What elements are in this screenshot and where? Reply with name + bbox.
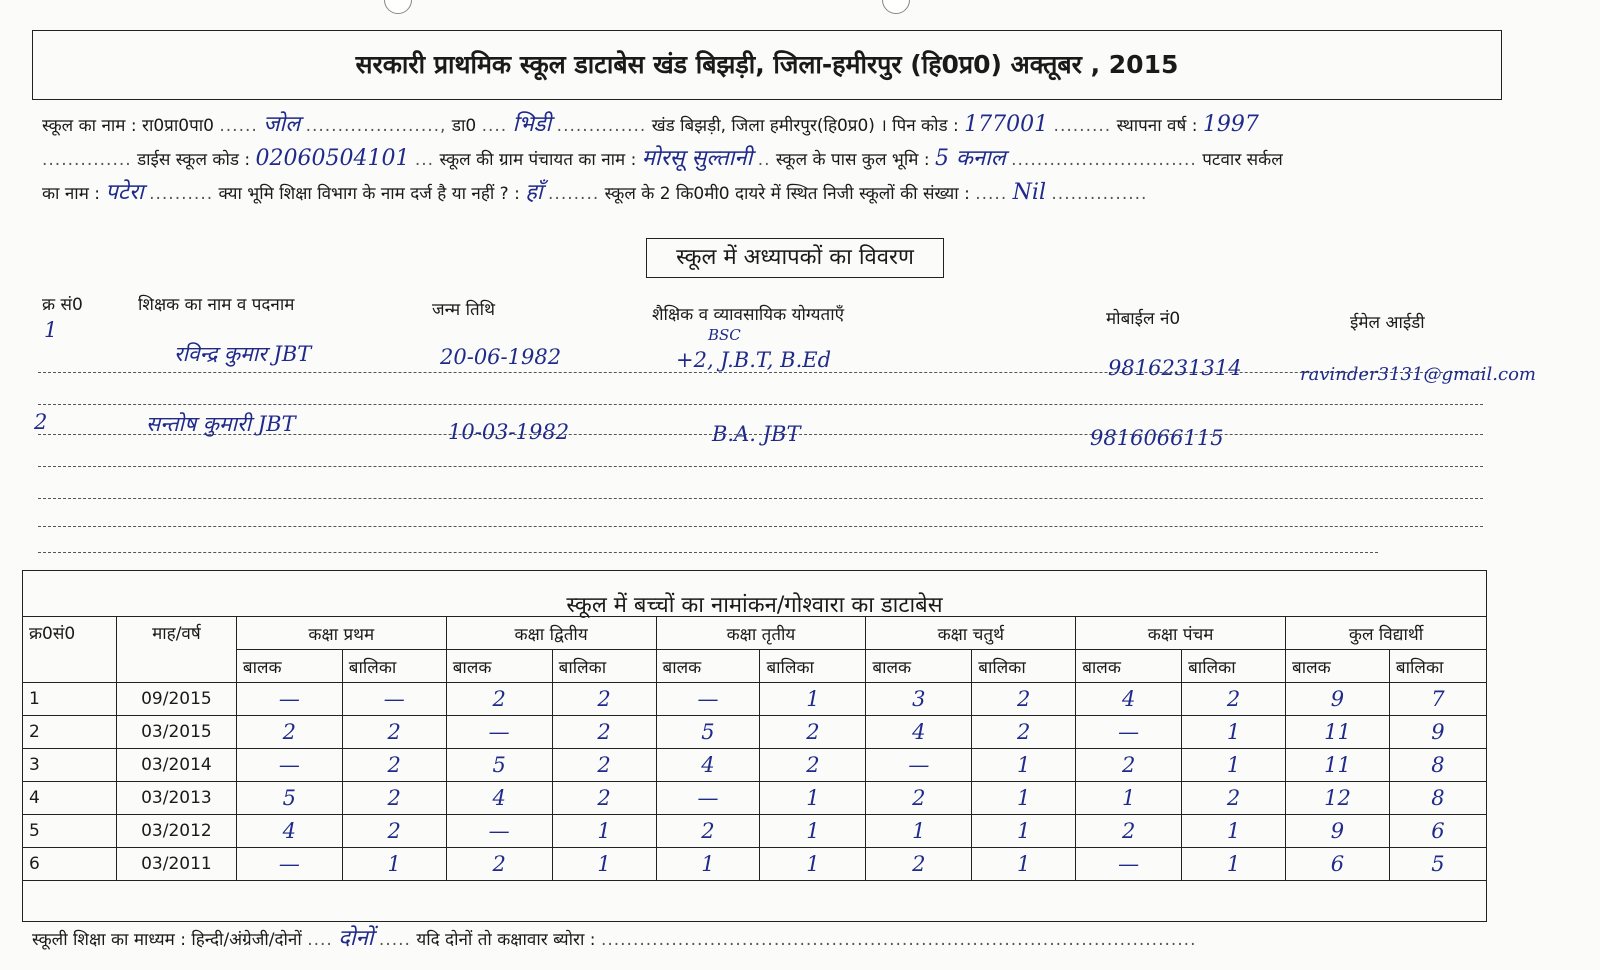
- boy-header: बालक: [866, 650, 972, 683]
- row-value: —: [446, 815, 552, 848]
- po-label: डा0: [451, 116, 477, 136]
- teacher-header-mobile: मोबाईल नं0: [1106, 309, 1181, 329]
- row-value: 2: [972, 716, 1076, 749]
- row-month: 09/2015: [116, 683, 236, 716]
- row-value: 11: [1286, 749, 1390, 782]
- po-value: भिडी: [512, 112, 552, 137]
- divider: [38, 404, 1483, 405]
- class-header-2: कक्षा द्वितीय: [446, 617, 656, 650]
- dise-value: 02060504101: [255, 146, 410, 171]
- boy-header: बालक: [656, 650, 760, 683]
- row-value: 1: [760, 782, 866, 815]
- row-value: 2: [972, 683, 1076, 716]
- class-header-3: कक्षा तृतीय: [656, 617, 866, 650]
- row-value: 2: [1182, 683, 1286, 716]
- teacher-row-1-sn: 1: [44, 318, 58, 342]
- row-value: 1: [866, 815, 972, 848]
- page-title: सरकारी प्राथमिक स्कूल डाटाबेस खंड बिझड़ी, जिला-हमीरपुर (हि0प्र0) अक्तूबर , 2015: [355, 50, 1179, 79]
- teacher-row-2-name: सन्तोष कुमारी JBT: [146, 412, 296, 436]
- land-value: 5 कनाल: [934, 146, 1006, 171]
- row-value: 5: [656, 716, 760, 749]
- table-row: [23, 683, 1487, 716]
- row-value: 2: [552, 749, 656, 782]
- row-value: 2: [552, 782, 656, 815]
- teacher-row-1-qual-above: BSC: [708, 326, 741, 344]
- teacher-header-qualification: शैक्षिक व व्यावसायिक योग्यताएँ: [652, 305, 845, 325]
- teacher-header-sn: क्र सं0: [42, 295, 83, 315]
- classwise-label: यदि दोनों तो कक्षावार ब्योरा :: [416, 930, 596, 950]
- col-sn-header: क्र0सं0: [23, 617, 117, 683]
- row-value: 9: [1389, 716, 1486, 749]
- teacher-row-1-qual: +2, J.B.T, B.Ed: [676, 348, 832, 372]
- teacher-row-1-dob: 20-06-1982: [440, 345, 562, 369]
- row-sn: 3: [23, 749, 117, 782]
- est-label: स्थापना वर्ष :: [1116, 116, 1198, 136]
- land-label: स्कूल के पास कुल भूमि :: [775, 150, 930, 170]
- est-value: 1997: [1202, 112, 1259, 137]
- row-value: 2: [760, 716, 866, 749]
- row-value: 5: [446, 749, 552, 782]
- girl-header: बालिका: [1389, 650, 1486, 683]
- row-month: 03/2014: [116, 749, 236, 782]
- teacher-section-title: स्कूल में अध्यापकों का विवरण: [646, 238, 944, 278]
- header-row: [23, 617, 1487, 650]
- row-value: 2: [342, 749, 446, 782]
- row-value: 2: [552, 683, 656, 716]
- row-value: 12: [1286, 782, 1390, 815]
- punch-hole: [384, 0, 412, 14]
- teacher-row-2-qual: B.A. JBT: [712, 422, 801, 446]
- row-value: —: [446, 716, 552, 749]
- row-value: 4: [1076, 683, 1182, 716]
- land-reg-value: हाँ: [525, 180, 543, 205]
- teacher-row-2-sn: 2: [34, 410, 48, 434]
- row-value: 1: [342, 848, 446, 881]
- teacher-row-2-dob: 10-03-1982: [448, 420, 570, 444]
- row-value: 1: [552, 815, 656, 848]
- row-value: —: [236, 749, 342, 782]
- row-value: —: [236, 848, 342, 881]
- row-value: 2: [1076, 749, 1182, 782]
- girl-header: बालिका: [760, 650, 866, 683]
- row-value: 2: [342, 716, 446, 749]
- teacher-row-2-mobile: 9816066115: [1090, 426, 1224, 450]
- info-line-3: का नाम : पटेरा .......... क्या भूमि शिक्षा विभाग के नाम दर्ज है या नहीं ? : हाँ ........ स्कूल के 2 कि0मी0 दायरे में स्थित निजी स्कूलों की संख्या : ..... Nil ...............: [42, 180, 1148, 205]
- row-value: 1: [972, 815, 1076, 848]
- table-row: [23, 815, 1487, 848]
- row-value: 1: [656, 848, 760, 881]
- table-row: [23, 848, 1487, 881]
- row-value: 1: [760, 683, 866, 716]
- table-row: [23, 749, 1487, 782]
- teacher-row-1-mobile: 9816231314: [1108, 356, 1242, 380]
- girl-header: बालिका: [972, 650, 1076, 683]
- row-value: 2: [552, 716, 656, 749]
- divider: [38, 466, 1483, 467]
- row-value: 11: [1286, 716, 1390, 749]
- teacher-row-1-email: ravinder3131@gmail.com: [1300, 364, 1536, 385]
- boy-header: बालक: [446, 650, 552, 683]
- school-name-label: स्कूल का नाम : रा0प्रा0पा0: [42, 116, 214, 136]
- teacher-header-email: ईमेल आईडी: [1350, 313, 1425, 333]
- patwar-value: पटेरा: [105, 180, 144, 205]
- pin-value: 177001: [964, 112, 1049, 137]
- teacher-row-1-name: रविन्द्र कुमार JBT: [174, 342, 312, 366]
- col-month-header: माह/वर्ष: [116, 617, 236, 683]
- row-month: 03/2012: [116, 815, 236, 848]
- row-value: 1: [972, 848, 1076, 881]
- row-value: 2: [866, 848, 972, 881]
- row-value: —: [1076, 716, 1182, 749]
- divider: [38, 372, 1483, 373]
- land-reg-label: क्या भूमि शिक्षा विभाग के नाम दर्ज है या नहीं ? :: [218, 184, 520, 204]
- row-value: 2: [342, 815, 446, 848]
- divider: [38, 552, 1378, 553]
- teacher-header-dob: जन्म तिथि: [432, 300, 495, 320]
- enrollment-body: [23, 683, 1487, 881]
- row-value: 1: [1182, 848, 1286, 881]
- table-row: [23, 782, 1487, 815]
- info-line-1: स्कूल का नाम : रा0प्रा0पा0 ...... जोल ....................., डा0 .... भिडी .............. खंड बिझड़ी, जिला हमीरपुर(हि0प्र0) । पिन कोड : 177001 ......... स्थापना वर्ष : 1997: [42, 112, 1259, 137]
- row-value: 5: [236, 782, 342, 815]
- row-value: 1: [760, 815, 866, 848]
- row-value: 6: [1389, 815, 1486, 848]
- boy-header: बालक: [1076, 650, 1182, 683]
- row-value: 2: [446, 683, 552, 716]
- row-value: 8: [1389, 782, 1486, 815]
- divider: [38, 498, 1483, 499]
- row-value: 3: [866, 683, 972, 716]
- row-value: —: [1076, 848, 1182, 881]
- boy-header: बालक: [236, 650, 342, 683]
- row-value: 6: [1286, 848, 1390, 881]
- divider: [38, 526, 1483, 527]
- row-value: 4: [656, 749, 760, 782]
- row-value: 1: [760, 848, 866, 881]
- class-header-5: कक्षा पंचम: [1076, 617, 1286, 650]
- row-month: 03/2015: [116, 716, 236, 749]
- row-sn: 2: [23, 716, 117, 749]
- row-month: 03/2013: [116, 782, 236, 815]
- row-value: 9: [1286, 815, 1390, 848]
- subheader-row: [23, 650, 1487, 683]
- girl-header: बालिका: [552, 650, 656, 683]
- medium-label: स्कूली शिक्षा का माध्यम : हिन्दी/अंग्रेजी/दोनों: [32, 930, 302, 950]
- school-name-value: जोल: [263, 112, 301, 137]
- row-value: 4: [446, 782, 552, 815]
- row-sn: 4: [23, 782, 117, 815]
- row-value: —: [236, 683, 342, 716]
- row-value: —: [656, 782, 760, 815]
- patwar-label: पटवार सर्कल: [1202, 150, 1283, 170]
- girl-header: बालिका: [342, 650, 446, 683]
- row-value: 2: [866, 782, 972, 815]
- row-value: 5: [1389, 848, 1486, 881]
- dise-label: डाईस स्कूल कोड :: [137, 150, 251, 170]
- row-value: 1: [1182, 749, 1286, 782]
- row-value: 1: [972, 749, 1076, 782]
- teacher-header-name: शिक्षक का नाम व पदनाम: [138, 295, 295, 315]
- panchayat-label: स्कूल की ग्राम पंचायत का नाम :: [439, 150, 637, 170]
- girl-header: बालिका: [1182, 650, 1286, 683]
- title-box: [32, 30, 1502, 100]
- row-value: 1: [552, 848, 656, 881]
- boy-header: बालक: [1286, 650, 1390, 683]
- row-month: 03/2011: [116, 848, 236, 881]
- panchayat-value: मोरसू सुल्तानी: [641, 146, 753, 171]
- row-value: 2: [1076, 815, 1182, 848]
- class-header-1: कक्षा प्रथम: [236, 617, 446, 650]
- info-line-2: .............. डाईस स्कूल कोड : 02060504101 ... स्कूल की ग्राम पंचायत का नाम : मोरसू सुल्तानी .. स्कूल के पास कुल भूमि : 5 कनाल ............................. पटवार सर्कल: [42, 146, 1283, 171]
- row-value: —: [342, 683, 446, 716]
- enrollment-table: [22, 616, 1487, 881]
- enrollment-title: स्कूल में बच्चों का नामांकन/गोश्वारा का डाटाबेस: [566, 593, 943, 618]
- row-value: 1: [972, 782, 1076, 815]
- row-value: 7: [1389, 683, 1486, 716]
- row-sn: 1: [23, 683, 117, 716]
- patwar-name-label: का नाम :: [42, 184, 100, 204]
- row-value: 2: [236, 716, 342, 749]
- row-value: 2: [446, 848, 552, 881]
- row-value: 4: [236, 815, 342, 848]
- private-value: Nil: [1012, 180, 1046, 205]
- punch-hole: [882, 0, 910, 14]
- row-value: 1: [1076, 782, 1182, 815]
- row-value: —: [866, 749, 972, 782]
- medium-value: दोनों: [338, 926, 374, 951]
- row-value: 8: [1389, 749, 1486, 782]
- row-value: —: [656, 683, 760, 716]
- row-value: 9: [1286, 683, 1390, 716]
- row-sn: 6: [23, 848, 117, 881]
- private-label: स्कूल के 2 कि0मी0 दायरे में स्थित निजी स्कूलों की संख्या :: [604, 184, 970, 204]
- row-value: 2: [760, 749, 866, 782]
- row-value: 4: [866, 716, 972, 749]
- footer-line: स्कूली शिक्षा का माध्यम : हिन्दी/अंग्रेजी/दोनों .... दोनों ..... यदि दोनों तो कक्षावार ब्योरा : .............................................................................................: [32, 926, 1197, 951]
- class-header-total: कुल विद्यार्थी: [1286, 617, 1487, 650]
- block-pin-label: खंड बिझड़ी, जिला हमीरपुर(हि0प्र0) । पिन कोड :: [651, 116, 959, 136]
- row-value: 1: [1182, 716, 1286, 749]
- row-value: 2: [342, 782, 446, 815]
- row-value: 1: [1182, 815, 1286, 848]
- class-header-4: कक्षा चतुर्थ: [866, 617, 1076, 650]
- table-row: [23, 716, 1487, 749]
- row-sn: 5: [23, 815, 117, 848]
- row-value: 2: [1182, 782, 1286, 815]
- row-value: 2: [656, 815, 760, 848]
